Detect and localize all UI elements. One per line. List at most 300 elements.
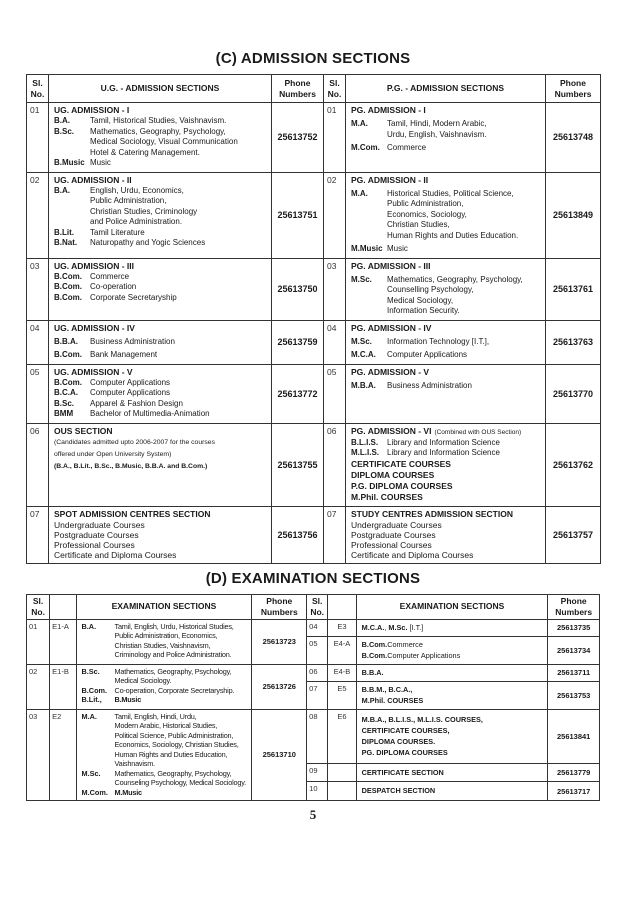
phone-number: 25613756 bbox=[272, 506, 324, 563]
subject-list bbox=[90, 158, 268, 169]
subject-line: Human Rights and Duties Education. bbox=[387, 230, 519, 240]
subject-line: Counseling Psychology, Medical Sociology. bbox=[114, 778, 246, 787]
section-heading: OUS SECTION bbox=[54, 425, 113, 436]
table-row bbox=[27, 423, 601, 506]
subject-line: Modern Arabic, Historical Studies, bbox=[114, 721, 218, 730]
subject-line: Tamil Literature bbox=[90, 227, 145, 237]
section-heading: UG. ADMISSION - II bbox=[54, 174, 132, 185]
phone-number: 25613734 bbox=[548, 636, 600, 664]
phone-number: 25613763 bbox=[546, 320, 601, 364]
course-row bbox=[54, 186, 268, 228]
degree-label: B.Com. bbox=[54, 271, 82, 281]
section-code: E3 bbox=[328, 619, 356, 636]
subject-line: Corporate Secretaryship bbox=[90, 292, 177, 302]
header-phone-numbers: Phone Numbers bbox=[272, 75, 324, 103]
subject-line: Urdu, English, Vaishnavism. bbox=[387, 129, 487, 139]
course-row bbox=[351, 381, 542, 392]
subject-list bbox=[90, 116, 268, 127]
phone-number: 25613710 bbox=[252, 709, 307, 801]
degree-label: M.Sc. bbox=[351, 336, 372, 346]
course-line: DIPLOMA COURSES bbox=[351, 469, 435, 480]
header-examination-sections: EXAMINATION SECTIONS bbox=[76, 594, 252, 619]
section-details bbox=[49, 172, 272, 258]
subject-list bbox=[387, 381, 542, 392]
section-details bbox=[356, 664, 548, 681]
section-heading-line bbox=[351, 175, 542, 186]
course-line: B.B.M., B.C.A., bbox=[361, 684, 413, 694]
degree-label: B.Nat. bbox=[54, 238, 78, 247]
degree-label: B.Com. bbox=[54, 350, 82, 359]
phone-number: 25613711 bbox=[548, 664, 600, 681]
course-line: Undergraduate Courses bbox=[54, 519, 145, 530]
subject-line: Commerce bbox=[387, 143, 427, 152]
course-line: Certificate and Diploma Courses bbox=[351, 549, 474, 560]
examination-table-body bbox=[27, 619, 600, 801]
header-phone-numbers: Phone Numbers bbox=[548, 594, 600, 619]
table-row bbox=[27, 258, 601, 320]
subject-line: Bachelor of Multimedia-Animation bbox=[90, 409, 210, 418]
phone-number: 25613753 bbox=[548, 681, 600, 709]
section-heading-line bbox=[351, 367, 542, 378]
subject-line: Medical Sociology, Visual Communication bbox=[90, 137, 238, 146]
course-row bbox=[82, 769, 249, 788]
degree-label: B.Com. bbox=[361, 639, 388, 649]
course-row bbox=[351, 350, 542, 361]
course-line: P.G. DIPLOMA COURSES bbox=[351, 480, 453, 491]
serial-number: 02 bbox=[324, 172, 346, 258]
subject-line: Co-operation, Corporate Secretaryship. bbox=[114, 685, 235, 695]
section-heading: UG. ADMISSION - I bbox=[54, 105, 130, 115]
subject-line: Mathematics, Geography, Psychology, bbox=[114, 666, 232, 676]
table-row bbox=[27, 664, 600, 681]
admission-table-body bbox=[27, 103, 601, 564]
degree-label: B.C.A. bbox=[54, 388, 78, 397]
degree-label: B.B.A. bbox=[54, 336, 78, 346]
subject-line: Mathematics, Geography, Psychology, bbox=[90, 126, 226, 136]
subject-line: Christian Studies, Criminology bbox=[90, 206, 198, 216]
course-line: M.Phil. COURSES bbox=[351, 491, 423, 502]
subject-line: Music bbox=[90, 158, 111, 167]
subject-line: Library and Information Science bbox=[387, 448, 500, 457]
subject-line: B.Music bbox=[114, 695, 142, 704]
admission-table bbox=[26, 74, 601, 564]
course-row bbox=[54, 337, 268, 348]
section-heading-line bbox=[351, 261, 542, 272]
subject-line: Economics, Sociology, Christian Studies, bbox=[114, 740, 239, 749]
course-row bbox=[54, 158, 268, 169]
course-row bbox=[54, 116, 268, 127]
degree-label: M.Sc. bbox=[81, 768, 101, 778]
subject-list bbox=[115, 622, 249, 660]
subject-line: Commerce bbox=[90, 271, 130, 281]
section-heading: PG. ADMISSION - V bbox=[351, 366, 430, 377]
subject-list bbox=[90, 409, 268, 420]
course-row bbox=[54, 378, 268, 389]
course-line: DIPLOMA COURSES. bbox=[361, 736, 436, 746]
phone-number: 25613762 bbox=[546, 423, 601, 506]
subject-line: Vaishnavism. bbox=[114, 759, 155, 768]
phone-number: 25613770 bbox=[546, 364, 601, 423]
table-row bbox=[27, 172, 601, 258]
serial-number: 03 bbox=[27, 258, 49, 320]
subject-list bbox=[115, 712, 249, 769]
phone-number: 25613726 bbox=[252, 664, 307, 709]
subject-line: Computer Applications bbox=[90, 377, 171, 387]
subject-line: Information Technology [I.T.], bbox=[387, 336, 490, 346]
subject-list bbox=[387, 119, 542, 140]
subject-line: Christian Studies, bbox=[387, 220, 450, 229]
subject-list bbox=[90, 293, 268, 304]
degree-label: M.Music bbox=[351, 244, 383, 253]
serial-number: 01 bbox=[27, 103, 49, 173]
examination-sections-title: (D) EXAMINATION SECTIONS bbox=[205, 569, 421, 587]
section-code: E4-B bbox=[328, 664, 356, 681]
course-line: M.B.A., B.L.I.S., M.L.I.S. COURSES, bbox=[361, 714, 483, 724]
section-details bbox=[49, 258, 272, 320]
section-heading-line bbox=[351, 323, 542, 334]
degree-label: B.Sc. bbox=[54, 126, 75, 136]
degree-label: M.Sc. bbox=[351, 274, 372, 284]
subject-list bbox=[90, 350, 268, 361]
section-details bbox=[356, 636, 548, 664]
subject-line: Mathematics, Geography, Psychology, bbox=[114, 768, 232, 778]
serial-number: 08 bbox=[307, 709, 328, 763]
section-heading: STUDY CENTRES ADMISSION SECTION bbox=[351, 508, 513, 519]
subject-list bbox=[90, 378, 268, 389]
section-heading-note: (Combined with OUS Section) bbox=[434, 428, 522, 436]
section-code: E6 bbox=[328, 709, 356, 763]
course-line: PG. DIPLOMA COURSES bbox=[361, 747, 448, 757]
section-details bbox=[49, 506, 272, 563]
subject-line: Bank Management bbox=[90, 350, 158, 359]
course-row bbox=[54, 127, 268, 159]
course-row bbox=[82, 686, 249, 696]
subject-line: and Police Administration. bbox=[90, 217, 183, 226]
course-row bbox=[82, 712, 249, 769]
section-heading-line bbox=[351, 426, 542, 438]
section-details bbox=[49, 103, 272, 173]
subject-list bbox=[90, 337, 268, 348]
section-details bbox=[346, 172, 546, 258]
section-details bbox=[76, 664, 252, 709]
degree-label: B.L.I.S. bbox=[351, 437, 379, 447]
course-line: Postgraduate Courses bbox=[351, 529, 436, 540]
subject-line: Public Administration, bbox=[90, 196, 167, 205]
header-sl-no: Sl. No. bbox=[324, 75, 346, 103]
page-content bbox=[26, 50, 600, 823]
section-heading: PG. ADMISSION - I bbox=[351, 105, 426, 115]
course-row bbox=[54, 409, 268, 420]
subject-line: Information Security. bbox=[387, 306, 460, 315]
course-row bbox=[351, 448, 542, 459]
header-ug-sections: U.G. - ADMISSION SECTIONS bbox=[49, 75, 272, 103]
subject-line: Apparel & Fashion Design bbox=[90, 398, 183, 408]
section-heading-line bbox=[54, 426, 268, 437]
section-heading: UG. ADMISSION - IV bbox=[54, 322, 135, 333]
degree-label: B.Com. bbox=[54, 292, 82, 302]
section-details bbox=[346, 103, 546, 173]
serial-number: 04 bbox=[27, 320, 49, 364]
subject-list bbox=[387, 438, 542, 449]
degree-label: BMM bbox=[54, 409, 74, 418]
subject-line: Economics, Sociology, bbox=[387, 209, 467, 219]
subject-line: Computer Applications bbox=[387, 350, 468, 359]
course-line bbox=[362, 650, 545, 661]
section-code bbox=[328, 763, 356, 782]
section-code: E1-A bbox=[50, 619, 76, 664]
subject-line: Tamil, Hindi, Modern Arabic, bbox=[387, 119, 487, 128]
section-code: E2 bbox=[50, 709, 76, 801]
subject-line: Christian Studies, Vaishnavism, bbox=[114, 640, 211, 650]
note-line: (Candidates admitted upto 2006-2007 for the courses bbox=[54, 438, 215, 446]
subject-list bbox=[90, 282, 268, 293]
subject-line: Medical Sociology, bbox=[387, 295, 454, 305]
section-heading-line bbox=[351, 105, 542, 116]
degree-label: M.A. bbox=[351, 119, 368, 128]
course-line: Postgraduate Courses bbox=[54, 529, 139, 540]
header-code bbox=[328, 594, 356, 619]
degree-label: B.Lit. bbox=[54, 227, 74, 237]
table-row bbox=[27, 320, 601, 364]
subject-line: Counselling Psychology, bbox=[387, 285, 474, 294]
table-row bbox=[27, 103, 601, 173]
serial-number: 03 bbox=[27, 709, 50, 801]
subject-line: Human Rights and Duties Education, bbox=[114, 749, 228, 759]
course-row bbox=[351, 438, 542, 449]
subject-list bbox=[90, 186, 268, 228]
table-row bbox=[27, 364, 601, 423]
subject-line: Criminology and Police Administration. bbox=[114, 650, 232, 659]
course-line: CERTIFICATE SECTION bbox=[361, 767, 444, 777]
degree-label: B.Sc. bbox=[54, 398, 75, 408]
section-details bbox=[49, 364, 272, 423]
degree-label: B.Com. bbox=[361, 650, 388, 660]
degree-label: B.A. bbox=[81, 621, 97, 631]
section-details bbox=[356, 681, 548, 709]
degree-label: M.C.A. bbox=[351, 350, 376, 359]
phone-number: 25613751 bbox=[272, 172, 324, 258]
course-line: DESPATCH SECTION bbox=[361, 786, 436, 796]
subject-text: Commerce bbox=[387, 639, 423, 649]
course-line: B.B.A. bbox=[361, 667, 384, 677]
section-details bbox=[356, 619, 548, 636]
degree-label: M.Com. bbox=[351, 143, 380, 152]
subject-line: Co-operation bbox=[90, 282, 137, 291]
section-heading: PG. ADMISSION - III bbox=[351, 260, 431, 271]
phone-number: 25613772 bbox=[272, 364, 324, 423]
section-code: E5 bbox=[328, 681, 356, 709]
subject-line: Naturopathy and Yogic Sciences bbox=[90, 238, 206, 247]
table-row bbox=[27, 709, 600, 763]
subject-list bbox=[387, 189, 542, 242]
serial-number: 06 bbox=[324, 423, 346, 506]
subject-line: Tamil, English, Urdu, Historical Studies, bbox=[114, 621, 234, 631]
phone-number: 25613735 bbox=[548, 619, 600, 636]
section-details bbox=[76, 709, 252, 801]
course-row bbox=[54, 293, 268, 304]
subject-list bbox=[90, 388, 268, 399]
subject-line: Public Administration, Economics, bbox=[114, 631, 218, 640]
serial-number: 10 bbox=[307, 782, 328, 801]
course-row bbox=[54, 282, 268, 293]
serial-number: 01 bbox=[27, 619, 50, 664]
phone-number: 25613761 bbox=[546, 258, 601, 320]
section-heading: PG. ADMISSION - VI bbox=[351, 425, 432, 436]
course-row bbox=[54, 238, 268, 249]
subject-line: Tamil, English, Hindi, Urdu, bbox=[114, 711, 197, 721]
course-row bbox=[351, 275, 542, 317]
serial-number: 07 bbox=[307, 681, 328, 709]
section-details bbox=[49, 320, 272, 364]
table-row bbox=[27, 506, 601, 563]
admission-sections-title: (C) ADMISSION SECTIONS bbox=[215, 50, 411, 67]
subject-line: Political Science, Public Administration, bbox=[114, 730, 234, 740]
section-heading: SPOT ADMISSION CENTRES SECTION bbox=[54, 508, 211, 519]
course-line: Certificate and Diploma Courses bbox=[54, 549, 177, 560]
subject-list bbox=[90, 228, 268, 239]
section-code bbox=[328, 782, 356, 801]
section-heading-line bbox=[351, 509, 542, 520]
header-phone-numbers: Phone Numbers bbox=[252, 594, 307, 619]
subject-list bbox=[115, 667, 249, 686]
subject-text: , bbox=[384, 622, 389, 632]
degree-label: B.Sc. bbox=[81, 666, 100, 676]
subject-line: Historical Studies, Political Science, bbox=[387, 188, 514, 198]
course-line: Professional Courses bbox=[54, 539, 135, 550]
phone-number: 25613723 bbox=[252, 619, 307, 664]
subject-list bbox=[90, 127, 268, 159]
serial-number: 07 bbox=[324, 506, 346, 563]
degree-label: M.C.A. bbox=[361, 622, 385, 632]
section-heading: UG. ADMISSION - III bbox=[54, 260, 134, 271]
course-row bbox=[82, 788, 249, 798]
phone-number: 25613757 bbox=[546, 506, 601, 563]
subject-list bbox=[90, 272, 268, 283]
degree-label: M.L.I.S. bbox=[351, 448, 379, 457]
serial-number: 07 bbox=[27, 506, 49, 563]
examination-table bbox=[26, 594, 600, 802]
course-line: M.Phil. COURSES bbox=[361, 695, 424, 705]
section-details bbox=[356, 763, 548, 782]
serial-number: 01 bbox=[324, 103, 346, 173]
serial-number: 09 bbox=[307, 763, 328, 782]
header-code bbox=[50, 594, 76, 619]
section-heading-line bbox=[54, 367, 268, 378]
course-row bbox=[351, 337, 542, 348]
section-code: E1-B bbox=[50, 664, 76, 709]
degree-label: M.A. bbox=[81, 711, 97, 721]
section-details bbox=[49, 423, 272, 506]
section-heading: UG. ADMISSION - V bbox=[54, 366, 133, 377]
subject-line: Computer Applications bbox=[90, 388, 171, 397]
degree-label: B.A. bbox=[54, 116, 70, 125]
subject-list bbox=[115, 788, 249, 798]
phone-number: 25613841 bbox=[548, 709, 600, 763]
section-heading: PG. ADMISSION - IV bbox=[351, 322, 432, 333]
section-details bbox=[356, 709, 548, 763]
subject-list bbox=[387, 275, 542, 317]
course-row bbox=[351, 143, 542, 154]
subject-line: M.Music bbox=[114, 787, 142, 797]
subject-line: Business Administration bbox=[90, 336, 175, 346]
section-details bbox=[346, 423, 546, 506]
degree-label: M.A. bbox=[351, 188, 368, 198]
section-details bbox=[346, 506, 546, 563]
note-line: offered under Open University System) bbox=[54, 450, 172, 458]
serial-number: 03 bbox=[324, 258, 346, 320]
serial-number: 05 bbox=[324, 364, 346, 423]
course-row bbox=[351, 244, 542, 255]
course-line bbox=[362, 639, 545, 650]
course-line bbox=[362, 622, 545, 633]
course-row bbox=[82, 622, 249, 660]
course-line: CERTIFICATE COURSES, bbox=[361, 725, 450, 735]
course-row bbox=[54, 388, 268, 399]
degree-label: B.A. bbox=[54, 185, 70, 195]
subject-line: Tamil, Historical Studies, Vaishnavism. bbox=[90, 116, 227, 125]
subject-list bbox=[90, 238, 268, 249]
subject-list bbox=[387, 337, 542, 348]
header-sl-no: Sl. No. bbox=[27, 75, 49, 103]
course-row bbox=[54, 228, 268, 239]
section-details bbox=[346, 258, 546, 320]
degree-label: B.Lit., bbox=[81, 695, 102, 704]
subject-line: English, Urdu, Economics, bbox=[90, 185, 184, 195]
phone-number: 25613750 bbox=[272, 258, 324, 320]
subject-text: [I.T.] bbox=[407, 622, 424, 632]
subject-list bbox=[115, 686, 249, 696]
section-code: E4-A bbox=[328, 636, 356, 664]
subject-list bbox=[115, 769, 249, 788]
header-sl-no: Sl. No. bbox=[307, 594, 328, 619]
subject-line: Business Administration bbox=[387, 380, 472, 390]
phone-number: 25613849 bbox=[546, 172, 601, 258]
serial-number: 06 bbox=[27, 423, 49, 506]
serial-number: 02 bbox=[27, 172, 49, 258]
subject-list bbox=[387, 244, 542, 255]
serial-number: 05 bbox=[27, 364, 49, 423]
header-sl-no: Sl. No. bbox=[27, 594, 50, 619]
section-heading-line bbox=[54, 323, 268, 334]
phone-number: 25613779 bbox=[548, 763, 600, 782]
subject-line: Library and Information Science bbox=[387, 437, 500, 447]
phone-number: 25613759 bbox=[272, 320, 324, 364]
degree-label: B.Com. bbox=[81, 685, 108, 695]
phone-number: 25613752 bbox=[272, 103, 324, 173]
subject-text: Computer Applications bbox=[387, 650, 461, 660]
section-heading-line bbox=[54, 261, 268, 272]
degree-label: B.Com. bbox=[54, 377, 82, 387]
subject-line: Mathematics, Geography, Psychology, bbox=[387, 274, 523, 284]
course-row bbox=[54, 350, 268, 361]
table-row bbox=[27, 619, 600, 636]
degree-label: M.Sc. bbox=[388, 622, 408, 632]
subject-list bbox=[90, 399, 268, 410]
section-details bbox=[346, 364, 546, 423]
course-line: CERTIFICATE COURSES bbox=[351, 458, 451, 469]
header-pg-sections: P.G. - ADMISSION SECTIONS bbox=[346, 75, 546, 103]
subject-line: Public Administration, bbox=[387, 199, 464, 208]
course-row bbox=[82, 695, 249, 705]
degree-label: M.Com. bbox=[81, 787, 108, 797]
header-phone-numbers: Phone Numbers bbox=[546, 75, 601, 103]
subject-line: Music bbox=[387, 244, 408, 253]
subject-line: Medical Sociology. bbox=[114, 676, 172, 685]
section-heading: PG. ADMISSION - II bbox=[351, 174, 429, 185]
subject-list bbox=[387, 448, 542, 459]
section-heading-line bbox=[54, 175, 268, 186]
section-details bbox=[356, 782, 548, 801]
